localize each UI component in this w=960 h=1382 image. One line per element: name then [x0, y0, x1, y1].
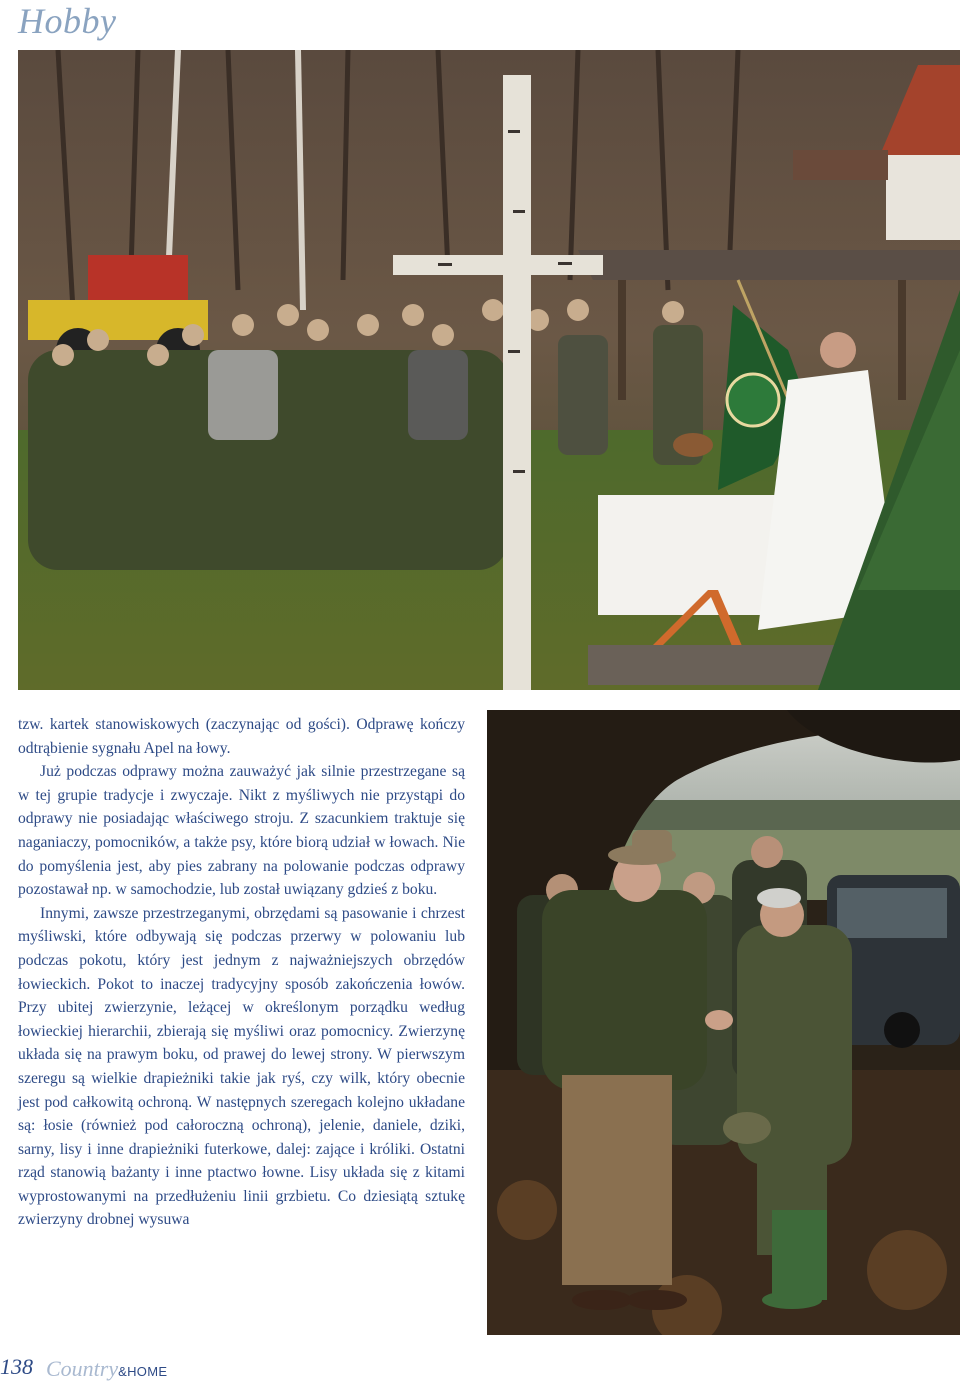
- article-paragraph: tzw. kartek stanowiskowych (zaczynając od gości). Odprawę kończy odtrąbienie sygnału Apel na łowy.: [18, 716, 465, 757]
- page-footer: [0, 1352, 400, 1382]
- handshake-photo: [487, 710, 960, 1335]
- magazine-logo-country: Country: [46, 1356, 119, 1381]
- section-title: Hobby: [18, 1, 117, 41]
- page-number: 138: [0, 1354, 33, 1379]
- article-body: [18, 713, 465, 1232]
- magazine-logo: [46, 1356, 167, 1382]
- hunting-ceremony-photo: [18, 50, 960, 690]
- magazine-logo-home: &HOME: [118, 1364, 168, 1379]
- article-paragraph: Innymi, zawsze przestrzeganymi, obrzędami są pasowanie i chrzest myśliwski, które odbywają się podczas przerwy w polowaniu lub podczas pokotu, który jest jednym z najważniejszych obrzędów łowieckich. Pokot to inaczej tradycyjny sposób zakończenia łowów. Przy ubitej zwierzynie, leżącej w określonym porządku według łowieckiej hierarchii, zbierają się myśliwi oraz pomocnicy. Zwierzynę układa się na prawym boku, od prawej do lewej strony. W pierwszym szeregu są wielkie drapieżniki takie jak ryś, czy wilk, który obecnie jest pod całkowitą ochroną. W następnych szeregach kolejno układane są: łosie (również pod całoroczną ochroną), jelenie, daniele, dziki, sarny, lisy i inne drapieżniki futerkowe, dalej: zające i króliki. Ostatni rząd stanowią bażanty i inne ptactwo łowne. Lisy układa się z kitami wyprostowanymi na przedłużeniu linii grzbietu. Co dziesiątą sztukę zwierzyny drobnej wysuwa: [18, 904, 465, 1229]
- article-paragraph: Już podczas odprawy można zauważyć jak silnie przestrzegane są w tej grupie tradycje i zwyczaje. Nikt z myśliwych nie przystąpi do odprawy nie posiadając właściwego stroju. Z szacunkiem traktuje się naganiaczy, pomocników, a także psy, które biorą udział w łowach. Nie do pomyślenia jest, aby pies zabrany na polowanie podczas odprawy pozostawał np. w samochodzie, lub został uwiązany gdzieś z boku.: [18, 763, 465, 899]
